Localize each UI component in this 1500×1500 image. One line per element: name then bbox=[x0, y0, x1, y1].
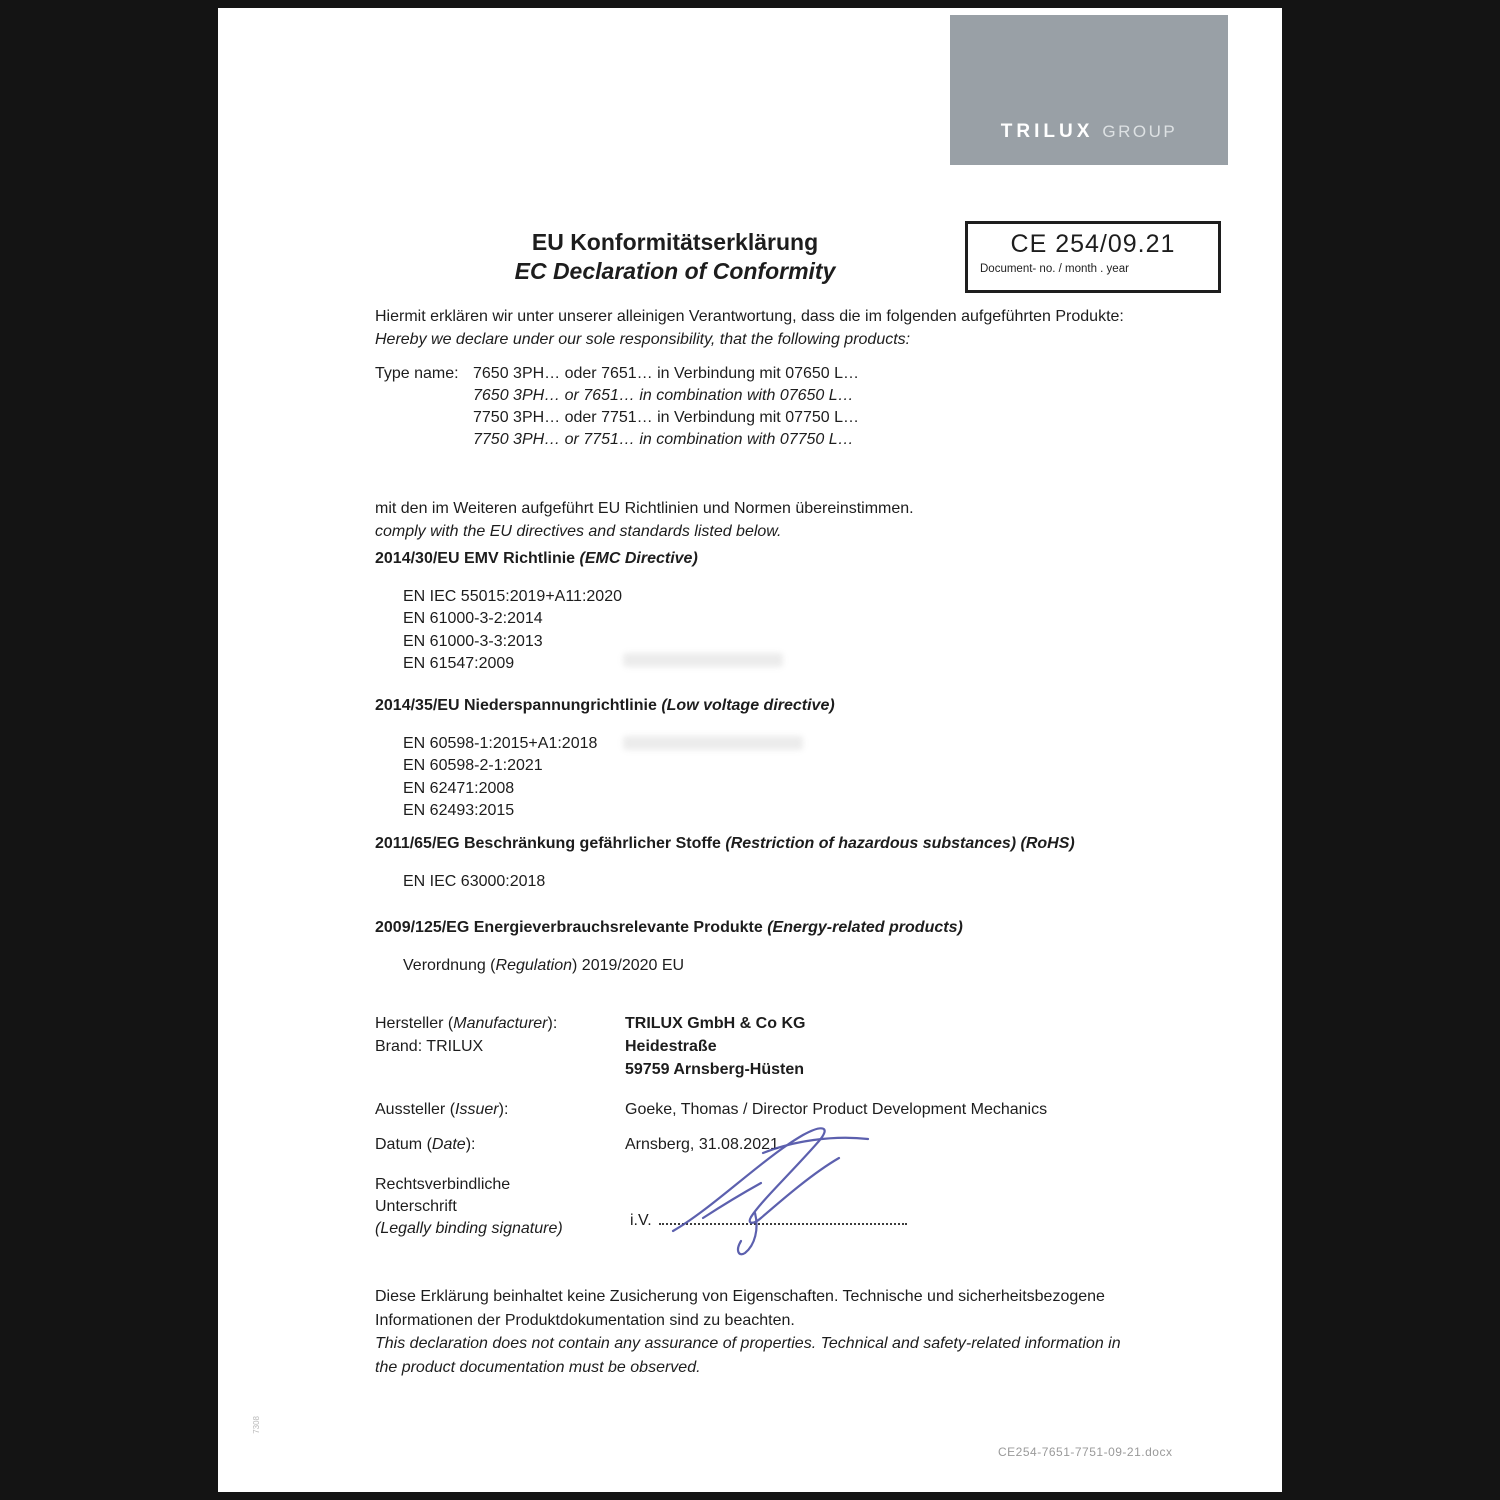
type-name-block bbox=[375, 363, 859, 451]
directive-section-low-voltage bbox=[375, 696, 1260, 822]
document-page bbox=[218, 8, 1282, 1492]
directive-title-italic: (EMC Directive) bbox=[579, 550, 698, 567]
directive-title: 2014/30/EU EMV Richtlinie bbox=[375, 550, 580, 567]
regulation-text: ) 2019/2020 EU bbox=[572, 957, 685, 974]
label-text: Hersteller ( bbox=[375, 1015, 454, 1032]
directive-heading bbox=[375, 696, 1260, 715]
logo-text-line bbox=[1001, 121, 1177, 143]
trilux-group-logo bbox=[950, 15, 1228, 165]
manufacturer-name: TRILUX GmbH & Co KG bbox=[625, 1015, 806, 1032]
comply-german: mit den im Weiteren aufgeführt EU Richtlinien und Normen übereinstimmen. bbox=[375, 500, 914, 517]
date-value: Arnsberg, 31.08.2021 bbox=[625, 1136, 779, 1153]
scan-artifact bbox=[623, 653, 783, 667]
regulation-text-italic: Regulation bbox=[495, 957, 573, 974]
directive-heading bbox=[375, 549, 1260, 568]
logo-brand-text: TRILUX bbox=[1000, 121, 1094, 142]
standard-item: EN 61000-3-2:2014 bbox=[403, 610, 543, 628]
document-filename: CE254-7651-7751-09-21.docx bbox=[998, 1445, 1173, 1459]
scan-margin-code: 7308 bbox=[252, 1416, 261, 1434]
manufacturer-labels bbox=[375, 1012, 625, 1081]
signature-label-block bbox=[375, 1174, 563, 1240]
type-line: 7750 3PH… or 7751… in combination with 07750 L… bbox=[473, 431, 854, 448]
title-german: EU Konformitätserklärung bbox=[531, 229, 819, 255]
footer-german-line: Diese Erklärung beinhaltet keine Zusicherung von Eigenschaften. Technische und sicherheitsbezogene bbox=[375, 1288, 1105, 1305]
document-number: CE 254/09.21 bbox=[1010, 230, 1176, 258]
footer-english-line: This declaration does not contain any assurance of properties. Technical and safety-related information in bbox=[375, 1335, 1121, 1352]
label-text: ): bbox=[465, 1136, 476, 1153]
document-number-caption: Document- no. / month . year bbox=[980, 263, 1129, 275]
signature-label-de: Rechtsverbindliche bbox=[375, 1176, 511, 1193]
standard-item: EN IEC 55015:2019+A11:2020 bbox=[403, 588, 622, 605]
standard-item: EN 61000-3-3:2013 bbox=[403, 632, 543, 650]
date-label bbox=[375, 1133, 625, 1156]
standard-item: EN IEC 63000:2018 bbox=[403, 873, 546, 890]
manufacturer-label bbox=[375, 1012, 625, 1035]
standard-item: EN 61547:2009 bbox=[403, 654, 515, 672]
label-text-italic: Manufacturer bbox=[453, 1015, 548, 1032]
label-text-italic: Date bbox=[431, 1136, 466, 1153]
label-text: Aussteller ( bbox=[375, 1101, 456, 1118]
label-text: ): bbox=[547, 1015, 558, 1032]
footer-disclaimer bbox=[375, 1285, 1255, 1379]
type-line: 7650 3PH… oder 7651… in Verbindung mit 07650 L… bbox=[473, 365, 860, 382]
standard-item: EN 60598-1:2015+A1:2018 bbox=[403, 735, 598, 752]
label-text: ): bbox=[498, 1101, 509, 1118]
directive-section-rohs bbox=[375, 834, 1260, 893]
directive-heading bbox=[375, 918, 1260, 937]
comply-english: comply with the EU directives and standards listed below. bbox=[375, 523, 782, 540]
standards-list bbox=[403, 586, 1260, 675]
manufacturer-address bbox=[625, 1012, 1255, 1081]
standard-item: EN 62493:2015 bbox=[403, 801, 515, 819]
scan-artifact bbox=[623, 736, 803, 750]
intro-paragraph bbox=[375, 305, 1245, 351]
directive-title-italic: (Restriction of hazardous substances) (RoHS) bbox=[725, 835, 1075, 852]
manufacturer-street: Heidestraße bbox=[625, 1038, 717, 1055]
intro-german: Hiermit erklären wir unter unserer alleinigen Verantwortung, dass die im folgenden aufgeführten Produkte: bbox=[375, 308, 1124, 325]
type-name-label: Type name: bbox=[375, 365, 459, 382]
standards-list bbox=[403, 871, 1260, 893]
directive-title: 2009/125/EG Energieverbrauchsrelevante Produkte bbox=[375, 919, 768, 936]
brand-line: Brand: TRILUX bbox=[375, 1038, 484, 1055]
standards-list bbox=[403, 733, 1260, 822]
issuer-value: Goeke, Thomas / Director Product Development Mechanics bbox=[625, 1101, 1048, 1118]
handwritten-signature bbox=[643, 1113, 953, 1263]
directive-section-emc bbox=[375, 549, 1260, 675]
logo-suffix-text: GROUP bbox=[1102, 122, 1178, 141]
label-text: Datum ( bbox=[375, 1136, 432, 1153]
signature-label-en: (Legally binding signature) bbox=[375, 1220, 563, 1237]
regulation-line bbox=[403, 957, 1260, 975]
label-text-italic: Issuer bbox=[455, 1101, 499, 1118]
manufacturer-city: 59759 Arnsberg-Hüsten bbox=[625, 1061, 805, 1078]
comply-paragraph bbox=[375, 497, 1245, 543]
directive-title: 2014/35/EU Niederspannungrichtlinie bbox=[375, 697, 662, 714]
signature-label-de: Unterschrift bbox=[375, 1198, 457, 1215]
directive-title-italic: (Energy-related products) bbox=[767, 919, 963, 936]
document-title-block bbox=[375, 228, 975, 286]
directive-title-italic: (Low voltage directive) bbox=[661, 697, 835, 714]
intro-english: Hereby we declare under our sole responsibility, that the following products: bbox=[375, 331, 911, 348]
regulation-text: Verordnung ( bbox=[403, 957, 496, 974]
signature-prefix: i.V. bbox=[630, 1212, 652, 1229]
type-line: 7750 3PH… oder 7751… in Verbindung mit 07750 L… bbox=[473, 409, 860, 426]
footer-english-line: the product documentation must be observed. bbox=[375, 1358, 701, 1376]
footer-german-line: Informationen der Produktdokumentation sind zu beachten. bbox=[375, 1311, 795, 1329]
standard-item: EN 60598-2-1:2021 bbox=[403, 757, 543, 775]
manufacturer-block bbox=[375, 1012, 1255, 1081]
type-name-lines bbox=[473, 363, 859, 451]
directive-section-erp bbox=[375, 918, 1260, 975]
directive-title: 2011/65/EG Beschränkung gefährlicher Stoffe bbox=[375, 835, 726, 852]
title-english: EC Declaration of Conformity bbox=[514, 258, 836, 284]
standard-item: EN 62471:2008 bbox=[403, 779, 515, 797]
document-number-box bbox=[965, 221, 1221, 293]
directive-heading bbox=[375, 834, 1260, 853]
type-line: 7650 3PH… or 7651… in combination with 07650 L… bbox=[473, 387, 854, 404]
issuer-label bbox=[375, 1098, 625, 1121]
